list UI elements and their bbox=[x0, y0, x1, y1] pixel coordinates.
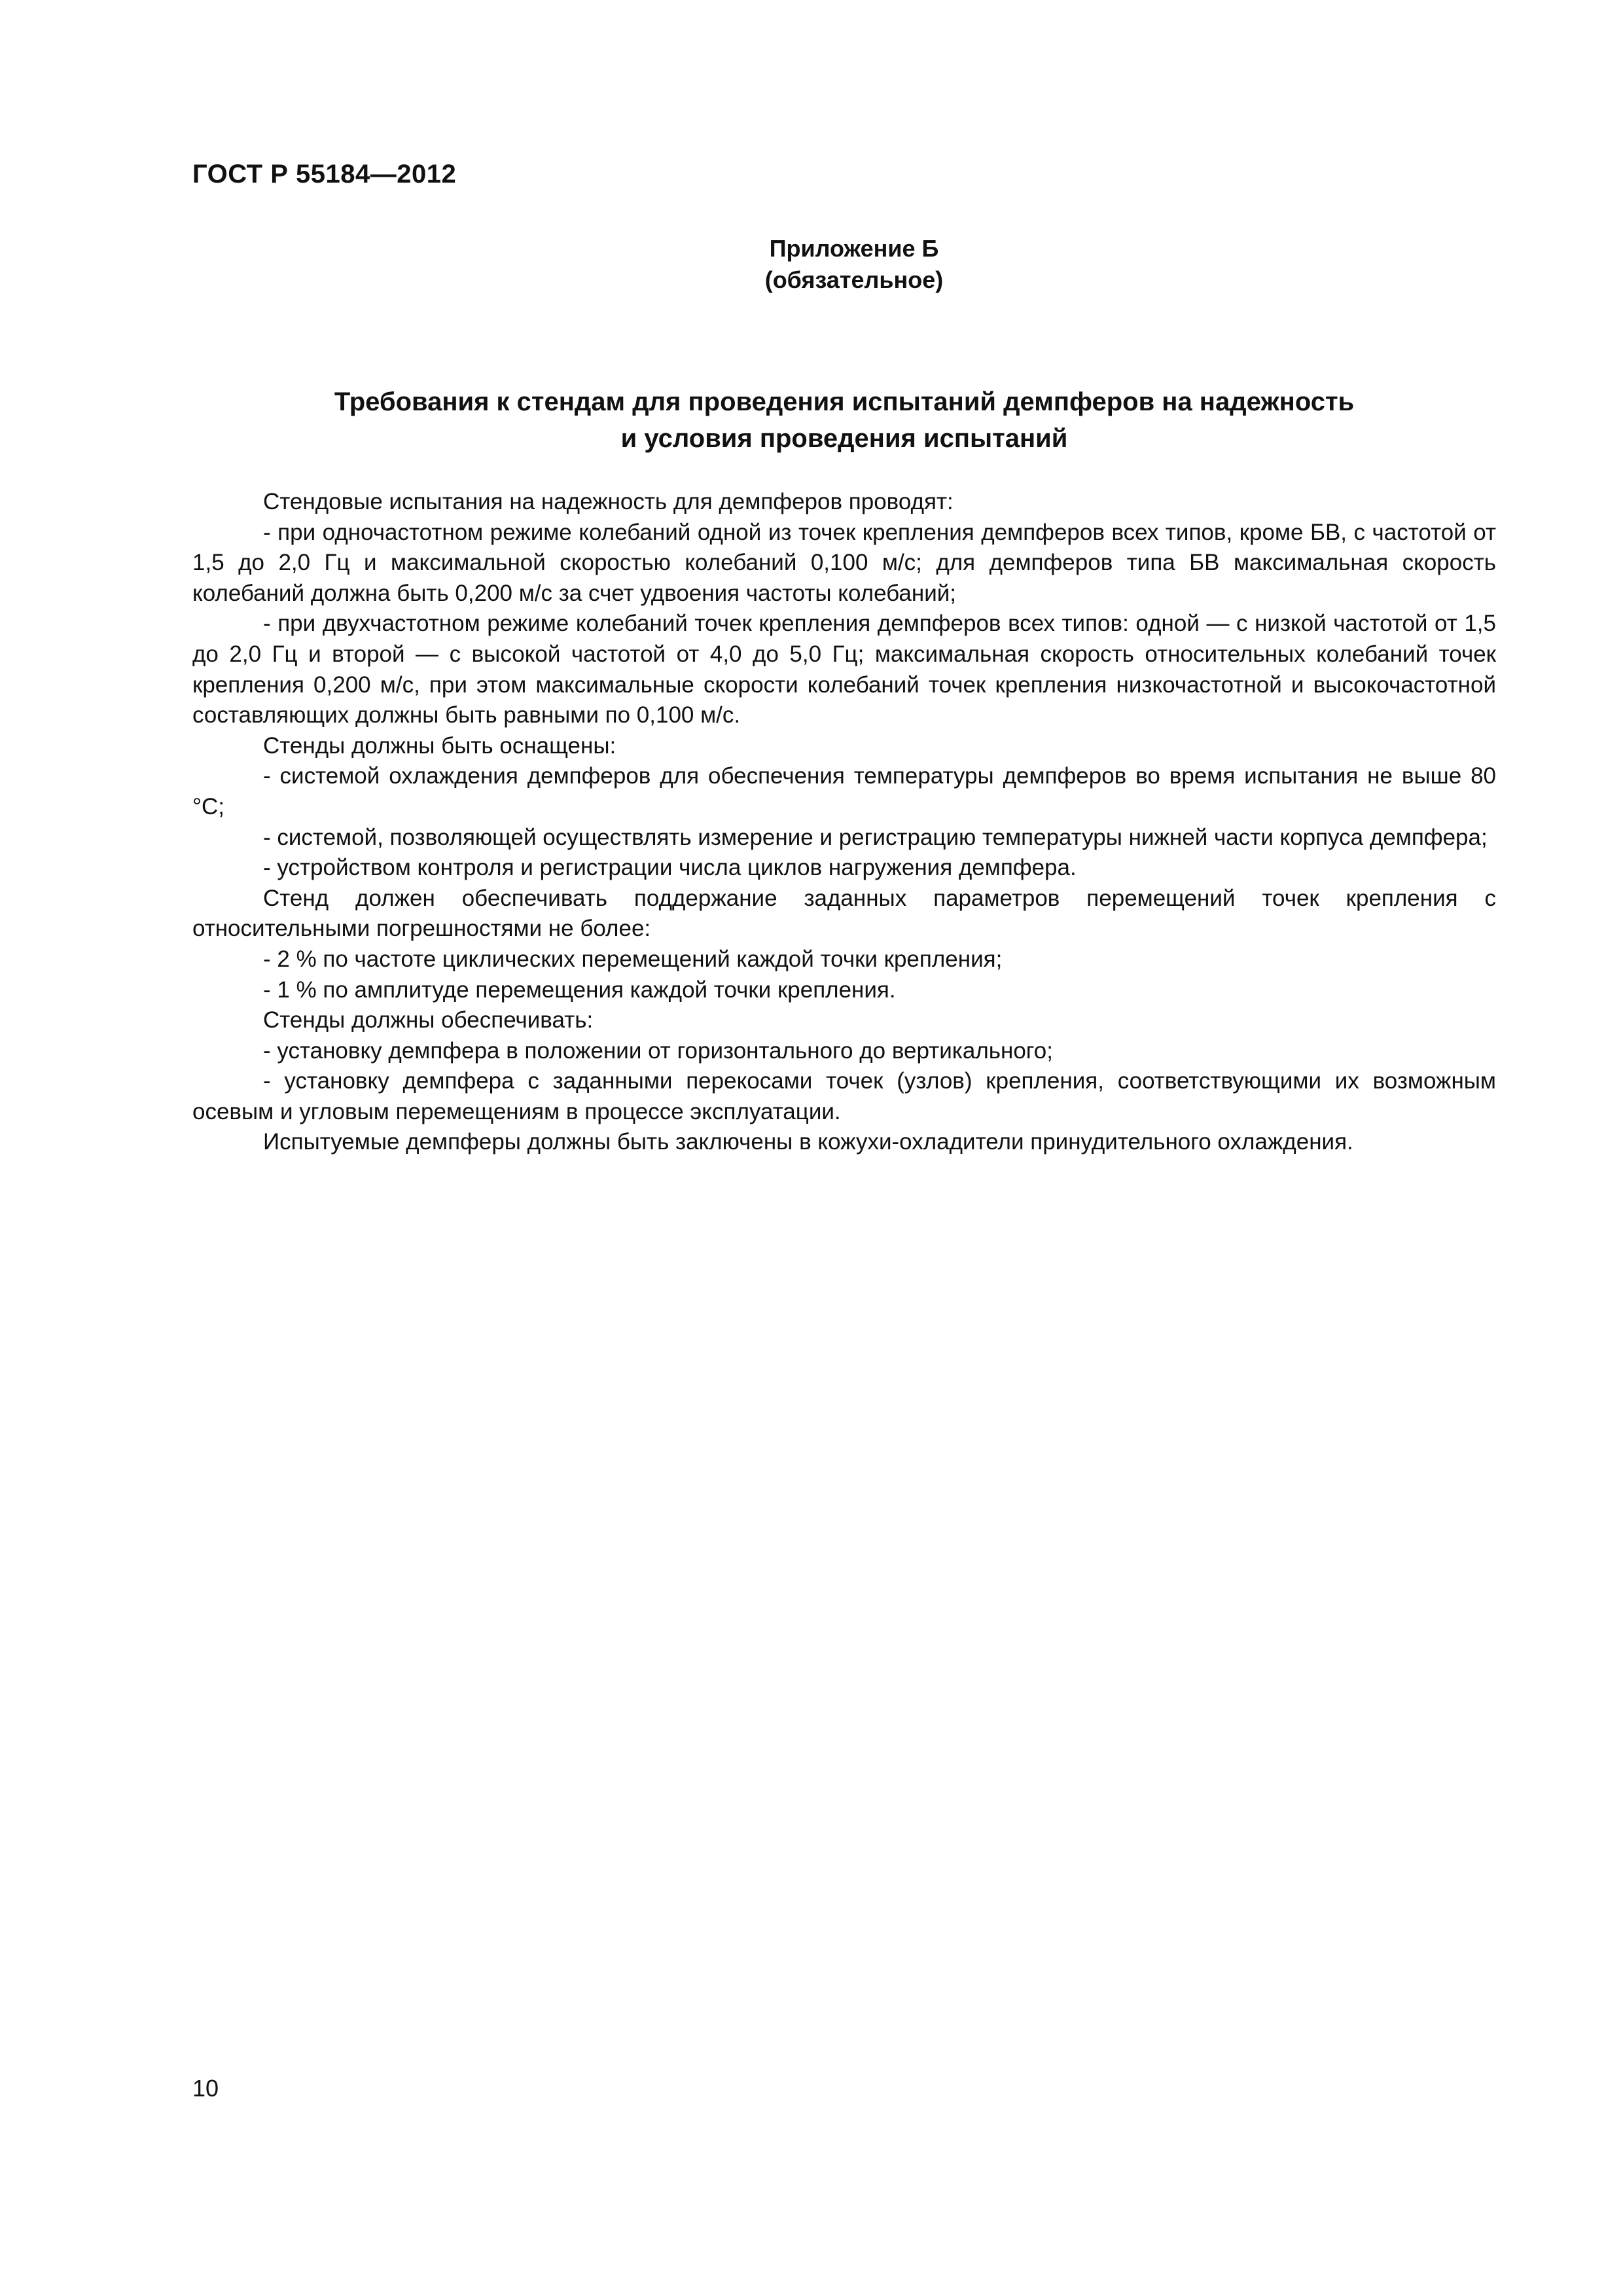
paragraph: - при двухчастотном режиме колебаний точек крепления демпферов всех типов: одной — с низкой частотой от 1,5 до 2,0 Гц и второй — с высокой частотой от 4,0 до 5,0 Гц; максимальная скорость относительных колебаний точек крепления 0,200 м/с, при этом максимальные скорости колебаний точек крепления низкочастотной и высокочастотной составляющих должны быть равными по 0,100 м/с. bbox=[192, 611, 1496, 728]
paragraph: - системой, позволяющей осуществлять измерение и регистрацию температуры нижней части корпуса демпфера; bbox=[263, 824, 1488, 850]
paragraph: - устройством контроля и регистрации числа циклов нагружения демпфера. bbox=[263, 855, 1077, 881]
annex-title bbox=[192, 384, 1496, 457]
page-number: 10 bbox=[192, 2075, 219, 2102]
paragraph: Стендовые испытания на надежность для демпферов проводят: bbox=[263, 489, 954, 514]
paragraph: - 2 % по частоте циклических перемещений каждой точки крепления; bbox=[263, 946, 1003, 972]
annex-title-line-2: и условия проведения испытаний bbox=[620, 424, 1068, 453]
annex-title-line-1: Требования к стендам для проведения испытаний демпферов на надежность bbox=[334, 387, 1355, 416]
paragraph: - установку демпфера с заданными перекосами точек (узлов) крепления, соответствующими их возможным осевым и угловым перемещениям в процессе эксплуатации. bbox=[192, 1068, 1496, 1124]
body-text bbox=[192, 487, 1496, 1158]
paragraph: Стенды должны быть оснащены: bbox=[263, 732, 616, 759]
document-code: ГОСТ Р 55184—2012 bbox=[192, 160, 457, 188]
annex-heading bbox=[746, 233, 962, 296]
paragraph: - 1 % по амплитуде перемещения каждой точки крепления. bbox=[263, 977, 896, 1003]
annex-status: (обязательное) bbox=[764, 266, 944, 293]
paragraph: - системой охлаждения демпферов для обеспечения температуры демпферов во время испытания не выше 80 °С; bbox=[192, 763, 1496, 819]
paragraph: Стенды должны обеспечивать: bbox=[263, 1007, 594, 1033]
paragraph: - установку демпфера в положении от горизонтального до вертикального; bbox=[263, 1037, 1053, 1064]
paragraph: Стенд должен обеспечивать поддержание заданных параметров перемещений точек крепления с относительными погрешностями не более: bbox=[192, 885, 1496, 942]
paragraph: Испытуемые демпферы должны быть заключены в кожухи-охладители принудительного охлаждения. bbox=[263, 1129, 1353, 1155]
paragraph: - при одночастотном режиме колебаний одной из точек крепления демпферов всех типов, кроме БВ, с частотой от 1,5 до 2,0 Гц и максимальной скоростью колебаний 0,100 м/с; для демпферов типа БВ максимальная скорость колебаний должна быть 0,200 м/с за счет удвоения частоты колебаний; bbox=[192, 519, 1496, 606]
annex-label: Приложение Б bbox=[769, 235, 939, 262]
